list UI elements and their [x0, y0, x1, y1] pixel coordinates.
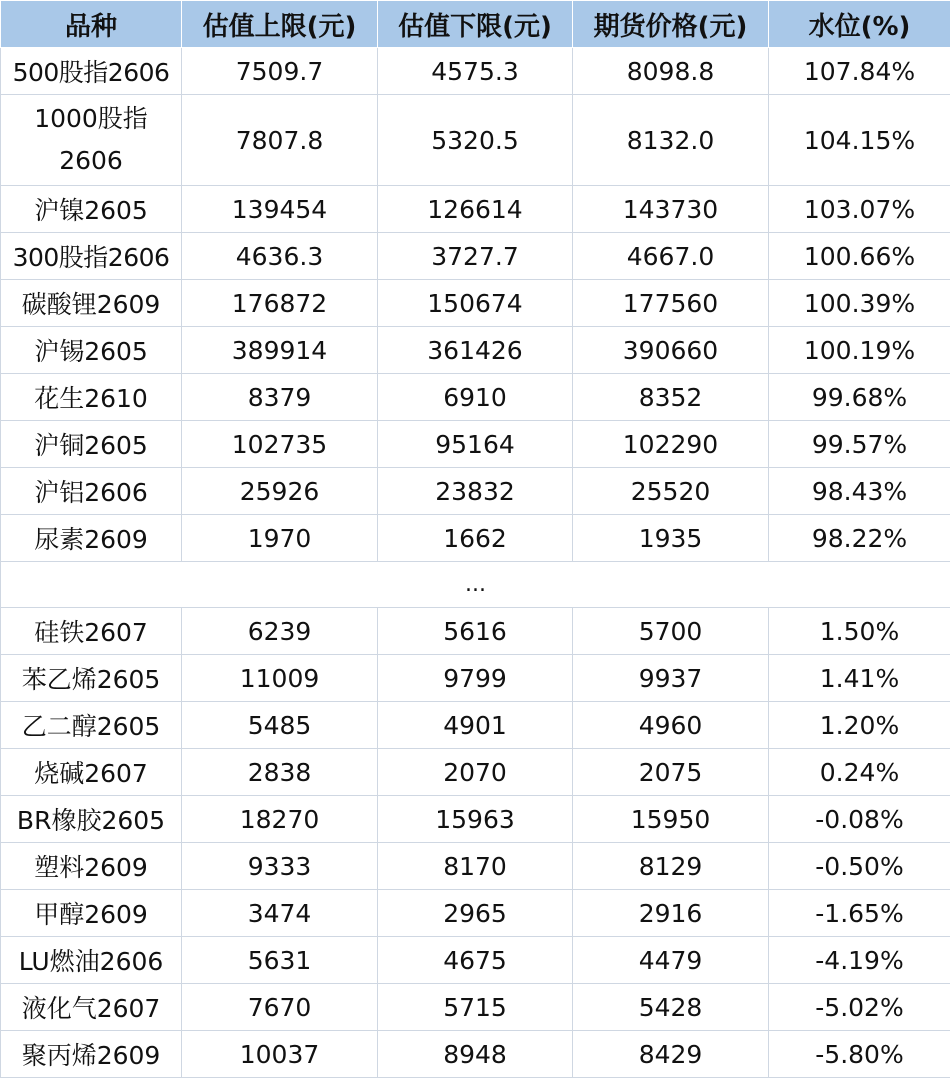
cell-upper-limit: 6239: [182, 608, 378, 655]
cell-lower-limit: 4901: [378, 702, 573, 749]
cell-futures-price: 8352: [573, 374, 769, 421]
cell-upper-limit: 389914: [182, 327, 378, 374]
cell-variety: 乙二醇2605: [1, 702, 182, 749]
table-row: [1, 749, 950, 796]
table-row: [1, 468, 950, 515]
cell-futures-price: 390660: [573, 327, 769, 374]
cell-upper-limit: 11009: [182, 655, 378, 702]
cell-lower-limit: 5715: [378, 984, 573, 1031]
cell-futures-price: 9937: [573, 655, 769, 702]
cell-variety: 碳酸锂2609: [1, 280, 182, 327]
cell-futures-price: 2075: [573, 749, 769, 796]
cell-variety: 甲醇2609: [1, 890, 182, 937]
cell-upper-limit: 7509.7: [182, 48, 378, 95]
cell-futures-price: 102290: [573, 421, 769, 468]
cell-water-level: 98.43%: [769, 468, 950, 515]
ellipsis-row: [1, 562, 950, 608]
cell-water-level: 1.50%: [769, 608, 950, 655]
table-row: [1, 280, 950, 327]
table-row: [1, 95, 950, 186]
table-row: [1, 843, 950, 890]
cell-futures-price: 8098.8: [573, 48, 769, 95]
cell-upper-limit: 3474: [182, 890, 378, 937]
cell-water-level: 103.07%: [769, 186, 950, 233]
cell-lower-limit: 8948: [378, 1031, 573, 1078]
cell-futures-price: 8429: [573, 1031, 769, 1078]
variety-line-1: 1000股指: [34, 104, 148, 133]
cell-variety: 沪锡2605: [1, 327, 182, 374]
cell-variety: 苯乙烯2605: [1, 655, 182, 702]
table-row: [1, 1031, 950, 1078]
table-row: [1, 937, 950, 984]
cell-upper-limit: 9333: [182, 843, 378, 890]
cell-water-level: 100.39%: [769, 280, 950, 327]
cell-upper-limit: 25926: [182, 468, 378, 515]
cell-lower-limit: 5616: [378, 608, 573, 655]
cell-lower-limit: 150674: [378, 280, 573, 327]
table-row: [1, 655, 950, 702]
cell-variety: 硅铁2607: [1, 608, 182, 655]
cell-lower-limit: 15963: [378, 796, 573, 843]
cell-water-level: -5.80%: [769, 1031, 950, 1078]
cell-water-level: 99.57%: [769, 421, 950, 468]
cell-upper-limit: 4636.3: [182, 233, 378, 280]
table-row: [1, 702, 950, 749]
cell-lower-limit: 8170: [378, 843, 573, 890]
cell-lower-limit: 361426: [378, 327, 573, 374]
cell-variety: 塑料2609: [1, 843, 182, 890]
cell-lower-limit: 1662: [378, 515, 573, 562]
table-row: [1, 374, 950, 421]
cell-variety: 烧碱2607: [1, 749, 182, 796]
cell-water-level: -0.08%: [769, 796, 950, 843]
table-row: [1, 421, 950, 468]
cell-futures-price: 4479: [573, 937, 769, 984]
cell-variety: 液化气2607: [1, 984, 182, 1031]
cell-upper-limit: 5485: [182, 702, 378, 749]
cell-variety: 尿素2609: [1, 515, 182, 562]
cell-lower-limit: 23832: [378, 468, 573, 515]
variety-line-2: 2606: [59, 146, 123, 175]
cell-water-level: 99.68%: [769, 374, 950, 421]
cell-upper-limit: 139454: [182, 186, 378, 233]
header-water-level: 水位(%): [769, 1, 950, 48]
header-upper-limit: 估值上限(元): [182, 1, 378, 48]
cell-variety: 花生2610: [1, 374, 182, 421]
cell-water-level: 0.24%: [769, 749, 950, 796]
cell-futures-price: 1935: [573, 515, 769, 562]
table-row: [1, 48, 950, 95]
cell-futures-price: 8132.0: [573, 95, 769, 186]
cell-water-level: 1.41%: [769, 655, 950, 702]
cell-upper-limit: 7807.8: [182, 95, 378, 186]
header-variety: 品种: [1, 1, 182, 48]
cell-water-level: 104.15%: [769, 95, 950, 186]
cell-futures-price: 8129: [573, 843, 769, 890]
cell-futures-price: 15950: [573, 796, 769, 843]
cell-futures-price: 25520: [573, 468, 769, 515]
cell-water-level: 100.66%: [769, 233, 950, 280]
header-row: [1, 1, 950, 48]
cell-futures-price: 5700: [573, 608, 769, 655]
cell-upper-limit: 176872: [182, 280, 378, 327]
cell-lower-limit: 4675: [378, 937, 573, 984]
header-futures-price: 期货价格(元): [573, 1, 769, 48]
table-row: [1, 608, 950, 655]
cell-upper-limit: 18270: [182, 796, 378, 843]
cell-water-level: 98.22%: [769, 515, 950, 562]
cell-variety: 500股指2606: [1, 48, 182, 95]
cell-variety: 沪铜2605: [1, 421, 182, 468]
cell-upper-limit: 2838: [182, 749, 378, 796]
cell-variety: BR橡胶2605: [1, 796, 182, 843]
cell-water-level: 100.19%: [769, 327, 950, 374]
cell-futures-price: 177560: [573, 280, 769, 327]
cell-lower-limit: 126614: [378, 186, 573, 233]
cell-lower-limit: 2965: [378, 890, 573, 937]
table-row: [1, 233, 950, 280]
cell-water-level: -4.19%: [769, 937, 950, 984]
cell-water-level: -5.02%: [769, 984, 950, 1031]
cell-futures-price: 2916: [573, 890, 769, 937]
cell-variety: LU燃油2606: [1, 937, 182, 984]
cell-upper-limit: 5631: [182, 937, 378, 984]
cell-water-level: 107.84%: [769, 48, 950, 95]
cell-upper-limit: 102735: [182, 421, 378, 468]
cell-lower-limit: 9799: [378, 655, 573, 702]
header-lower-limit: 估值下限(元): [378, 1, 573, 48]
cell-lower-limit: 3727.7: [378, 233, 573, 280]
cell-upper-limit: 10037: [182, 1031, 378, 1078]
cell-lower-limit: 2070: [378, 749, 573, 796]
cell-futures-price: 4960: [573, 702, 769, 749]
table-body: [1, 48, 950, 1078]
cell-upper-limit: 1970: [182, 515, 378, 562]
cell-variety: 300股指2606: [1, 233, 182, 280]
cell-futures-price: 143730: [573, 186, 769, 233]
cell-water-level: -1.65%: [769, 890, 950, 937]
cell-variety: 沪镍2605: [1, 186, 182, 233]
ellipsis-cell: ...: [1, 562, 950, 608]
cell-futures-price: 4667.0: [573, 233, 769, 280]
table-row: [1, 984, 950, 1031]
cell-water-level: -0.50%: [769, 843, 950, 890]
cell-lower-limit: 95164: [378, 421, 573, 468]
table-row: [1, 890, 950, 937]
cell-variety: 沪铝2606: [1, 468, 182, 515]
cell-futures-price: 5428: [573, 984, 769, 1031]
cell-lower-limit: 6910: [378, 374, 573, 421]
cell-lower-limit: 4575.3: [378, 48, 573, 95]
table-row: [1, 327, 950, 374]
cell-water-level: 1.20%: [769, 702, 950, 749]
table-header: [1, 1, 950, 48]
cell-variety: 聚丙烯2609: [1, 1031, 182, 1078]
table-row: [1, 186, 950, 233]
table-row: [1, 515, 950, 562]
cell-upper-limit: 7670: [182, 984, 378, 1031]
cell-variety: [1, 95, 182, 186]
cell-lower-limit: 5320.5: [378, 95, 573, 186]
cell-upper-limit: 8379: [182, 374, 378, 421]
table-row: [1, 796, 950, 843]
